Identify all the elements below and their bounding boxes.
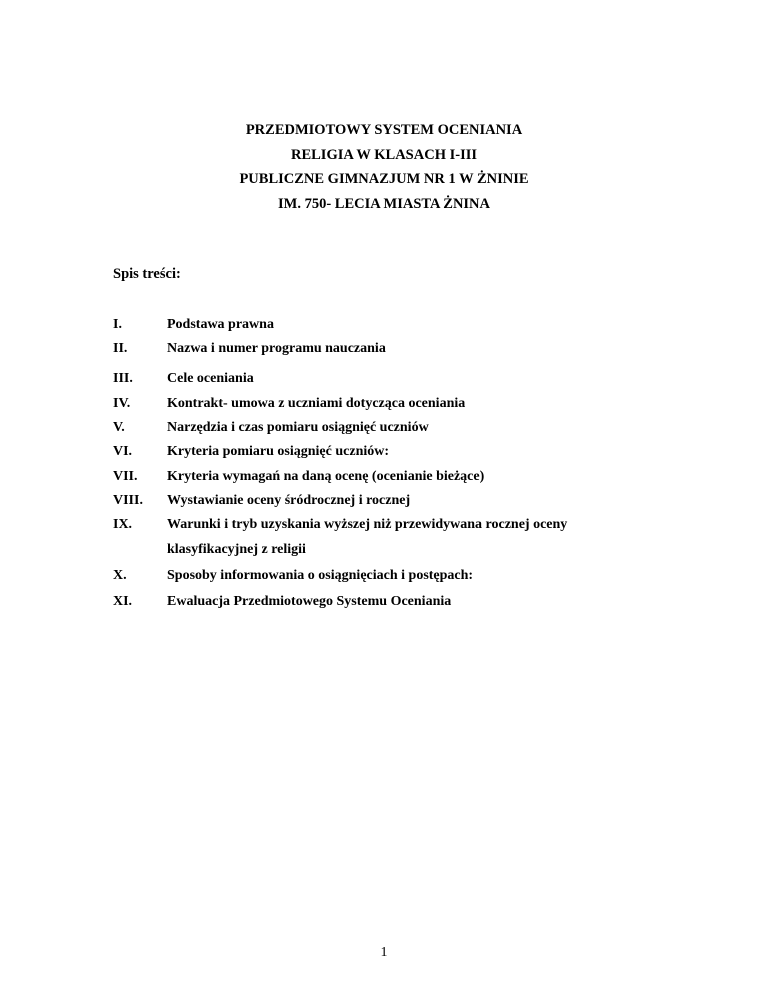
toc-item-number: XI. — [113, 594, 133, 609]
title-line-2: RELIGIA W KLASACH I-III — [290, 146, 477, 163]
toc-item-text: Narzędzia i czas pomiaru osiągnięć uczniów — [167, 420, 429, 435]
toc-item-text: Warunki i tryb uzyskania wyższej niż przewidywana rocznej oceny — [167, 517, 568, 532]
toc-heading: Spis treści: — [113, 266, 181, 282]
toc-item-number: VIII. — [113, 493, 143, 508]
page-number: 1 — [380, 945, 388, 960]
toc-item-text: Cele oceniania — [167, 371, 254, 386]
toc-item-number: IX. — [113, 517, 133, 532]
document-title — [0, 118, 768, 216]
toc-item-text: Kontrakt- umowa z uczniami dotycząca oceniania — [167, 396, 466, 411]
title-line-4: IM. 750- LECIA MIASTA ŻNINA — [277, 195, 491, 212]
toc-item-text: Kryteria pomiaru osiągnięć uczniów: — [167, 444, 390, 459]
toc-item-3 — [113, 371, 254, 387]
toc-item-9 — [113, 517, 567, 533]
toc-item-number: VII. — [113, 469, 138, 484]
toc-item-9-continuation: klasyfikacyjnej z religii — [167, 542, 306, 557]
toc-item-number: X. — [113, 568, 127, 583]
toc-item-number: IV. — [113, 396, 131, 411]
title-line-1: PRZEDMIOTOWY SYSTEM OCENIANIA — [245, 122, 523, 138]
toc-item-5 — [113, 420, 429, 436]
toc-item-1 — [113, 317, 274, 333]
toc-item-2 — [113, 341, 386, 357]
toc-item-number: I. — [113, 317, 122, 332]
toc-item-7 — [113, 469, 484, 485]
toc-item-text: Kryteria wymagań na daną ocenę (ocenianie bieżące) — [167, 469, 485, 484]
title-line-3: PUBLICZNE GIMNAZJUM NR 1 W ŻNINIE — [239, 171, 529, 187]
toc-item-text: Nazwa i numer programu nauczania — [167, 341, 386, 356]
toc-item-number: II. — [113, 341, 128, 356]
toc-item-4 — [113, 396, 465, 412]
toc-item-10 — [113, 568, 473, 584]
toc-item-text: Podstawa prawna — [167, 317, 274, 332]
toc-item-text: Sposoby informowania o osiągnięciach i postępach: — [167, 568, 474, 583]
toc-item-text: Ewaluacja Przedmiotowego Systemu Oceniania — [167, 594, 452, 609]
toc-item-number: V. — [113, 420, 125, 435]
toc-item-8 — [113, 493, 410, 509]
toc-item-11 — [113, 594, 451, 610]
toc-item-number: III. — [113, 371, 133, 386]
toc-item-number: VI. — [113, 444, 133, 459]
toc-item-6 — [113, 444, 389, 460]
toc-item-text: Wystawianie oceny śródrocznej i rocznej — [167, 493, 411, 508]
